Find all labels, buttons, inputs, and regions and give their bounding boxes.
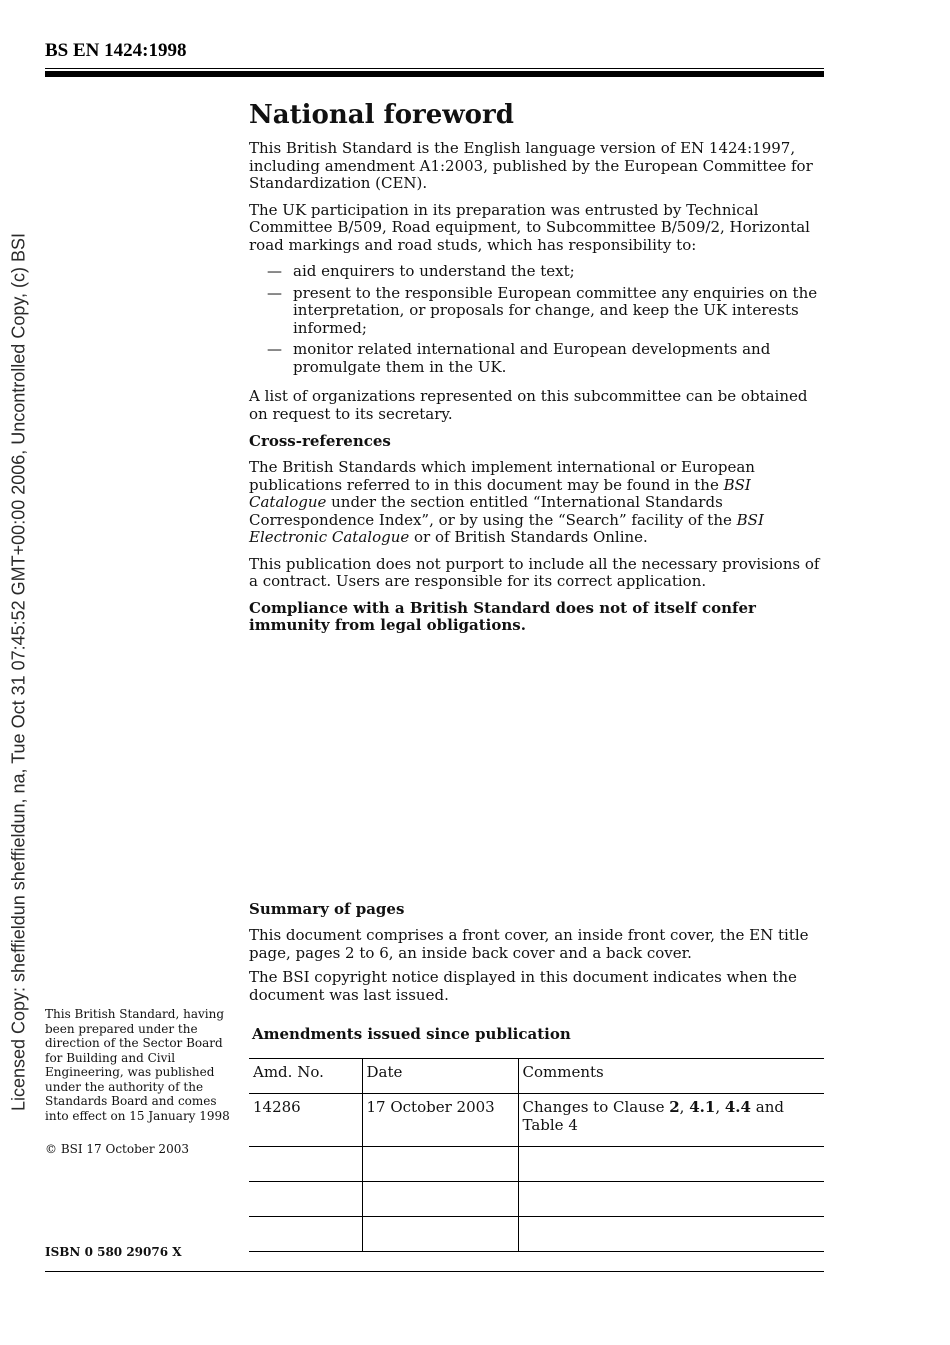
footer-rule: [45, 1271, 824, 1272]
header-rule-thick: [45, 71, 824, 77]
header-rule-thin: [45, 68, 824, 69]
foreword-paragraph-1: This British Standard is the English language version of EN 1424:1997, including amendment A1:2003, published by the European Committee for Standardization (CEN).: [249, 139, 813, 192]
bsi-catalogue-title: BSI Catalogue: [249, 475, 751, 511]
crossref-heading: Cross-references: [249, 432, 391, 450]
table-row: [249, 1094, 824, 1147]
amendments-title: Amendments issued since publication: [252, 1025, 571, 1043]
comments-cell: Changes to Clause 2, 4.1, 4.4 and Table 4: [518, 1094, 824, 1147]
foreword-paragraph-4: This publication does not purport to include all the necessary provisions of a contract. Users are responsible for its correct application.: [249, 554, 820, 590]
list-item: — aid enquirers to understand the text;: [267, 262, 575, 280]
standard-approval-note: This British Standard, having been prepared under the direction of the Sector Board for Building and Civil Engineering, was published under the authority of the Standards Board and comes into effect on 15 January 1998: [45, 1007, 230, 1123]
summary-of-pages: [249, 900, 827, 1011]
amd-no-cell: 14286: [249, 1094, 362, 1147]
license-watermark: Licensed Copy: sheffieldun sheffieldun, na, Tue Oct 31 07:45:52 GMT+00:00 2006, Uncontrolled Copy, (c) BSI: [8, 232, 29, 1112]
list-item: — present to the responsible European committee any enquiries on the interpretation, or proposals for change, and keep the UK interests informed;: [267, 283, 818, 337]
bsi-electronic-catalogue-title: BSI Electronic Catalogue: [249, 510, 764, 546]
summary-paragraph-1: This document comprises a front cover, an inside front cover, the EN title page, pages 2 to 6, an inside back cover and a back cover.: [249, 926, 809, 962]
table-row: [249, 1147, 824, 1182]
page-title: National foreword: [249, 100, 514, 130]
header-date: Date: [362, 1059, 518, 1094]
table-header-row: [249, 1059, 824, 1094]
compliance-statement: Compliance with a British Standard does not of itself confer immunity from legal obligations.: [249, 598, 756, 634]
document-code: BS EN 1424:1998: [45, 40, 187, 61]
national-foreword: [249, 98, 827, 644]
crossref-paragraph: The British Standards which implement international or European publications referred to in this document may be found in the BSI Catalogue under the section entitled “International Standards Correspondence Index”, or by using the “Search” facility of the BSI Electronic Catalogue or of British Standards Online.: [249, 458, 764, 546]
summary-paragraph-2: The BSI copyright notice displayed in this document indicates when the document was last issued.: [249, 968, 797, 1004]
copyright-notice: © BSI 17 October 2003: [45, 1142, 189, 1156]
summary-heading: Summary of pages: [249, 900, 405, 918]
amendments-table: [249, 1058, 824, 1252]
header-comments: Comments: [518, 1059, 824, 1094]
dash-marker: —: [267, 262, 282, 280]
dash-marker: —: [267, 340, 282, 358]
list-item: — monitor related international and European developments and promulgate them in the UK.: [267, 340, 771, 376]
isbn: ISBN 0 580 29076 X: [45, 1245, 182, 1259]
table-row: [249, 1182, 824, 1217]
date-cell: 17 October 2003: [362, 1094, 518, 1147]
dash-marker: —: [267, 283, 282, 302]
foreword-paragraph-2: The UK participation in its preparation was entrusted by Technical Committee B/509, Road equipment, to Subcommittee B/509/2, Horizontal road markings and road studs, which has responsibility to:: [249, 200, 810, 254]
foreword-paragraph-3: A list of organizations represented on this subcommittee can be obtained on request to its secretary.: [249, 387, 808, 423]
table-row: [249, 1217, 824, 1252]
responsibility-list: [249, 263, 827, 376]
header-amd-no: Amd. No.: [249, 1059, 362, 1094]
